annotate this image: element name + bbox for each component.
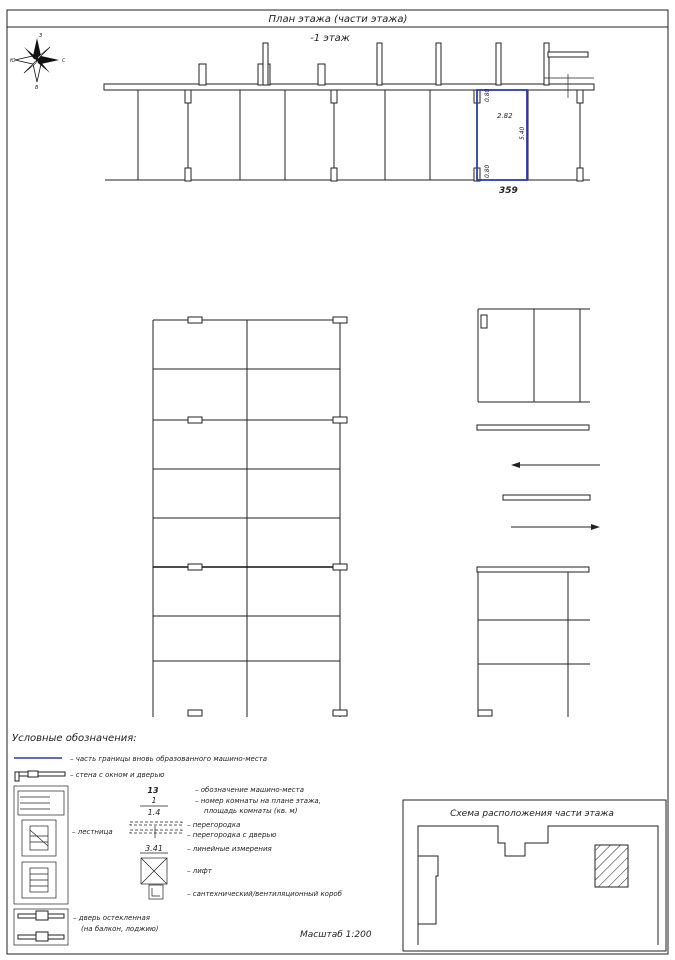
legend-glass-door-label-1: – дверь остекленная (73, 914, 150, 922)
dim-offset-bottom: 0.80 (484, 164, 491, 178)
legend-heading: Условные обозначения: (12, 733, 137, 744)
elevator-icon (141, 858, 167, 884)
svg-text:С: С (62, 58, 66, 64)
parking-space-number: 359 (499, 186, 518, 196)
legend-dim-sample: 3.41 (145, 844, 163, 853)
dim-offset-top: 0.80 (484, 88, 491, 102)
parking-row-top (104, 43, 594, 181)
dim-length: 5.40 (519, 126, 526, 140)
legend-partition-door-label: – перегородка с дверью (187, 831, 277, 839)
legend-wall-icon (15, 771, 65, 781)
legend-partition-label: – перегородка (187, 821, 241, 829)
compass-rose-icon (10, 33, 66, 91)
sheet-title: План этажа (части этажа) (268, 14, 408, 25)
location-scheme (403, 800, 666, 951)
legend-wall-label: – стена с окном и дверью (70, 771, 165, 779)
scheme-highlight-area (595, 845, 628, 887)
parking-block-right (477, 309, 600, 717)
legend-glass-door-icon (14, 909, 68, 945)
floor-label: -1 этаж (310, 33, 350, 44)
shaft-icon (149, 885, 163, 899)
legend-room-label-1: – номер комнаты на плане этажа, (195, 797, 321, 805)
legend-elevator-label: – лифт (187, 867, 212, 875)
parking-space-359[interactable] (477, 88, 527, 196)
legend-stair-label: – лестница (72, 828, 113, 836)
legend-partition-icon (130, 822, 182, 838)
legend-shaft-label: – сантехнический/вентиляционный короб (187, 890, 342, 898)
legend-room-label-2: площадь комнаты (кв. м) (204, 807, 298, 815)
legend (12, 732, 372, 945)
legend-dim-label: – линейные измерения (187, 845, 272, 853)
legend-boundary-label: – часть границы вновь образованного машино-места (70, 755, 268, 763)
legend-room-number-sample: 1 (151, 796, 157, 805)
svg-text:Ю: Ю (10, 58, 16, 64)
svg-text:В: В (35, 85, 39, 91)
legend-glass-door-label-2: (на балкон, лоджию) (81, 925, 159, 933)
legend-stair-icon (14, 786, 68, 904)
legend-room-area-sample: 1.4 (147, 808, 161, 817)
legend-space-number-sample: 13 (147, 786, 159, 795)
legend-space-number-label: – обозначение машино-места (195, 786, 305, 794)
scale-label: Масштаб 1:200 (300, 930, 372, 940)
dim-width: 2.82 (497, 112, 513, 120)
svg-text:З: З (39, 33, 43, 39)
parking-block-left (153, 317, 347, 717)
scheme-title: Схема расположения части этажа (450, 809, 614, 819)
